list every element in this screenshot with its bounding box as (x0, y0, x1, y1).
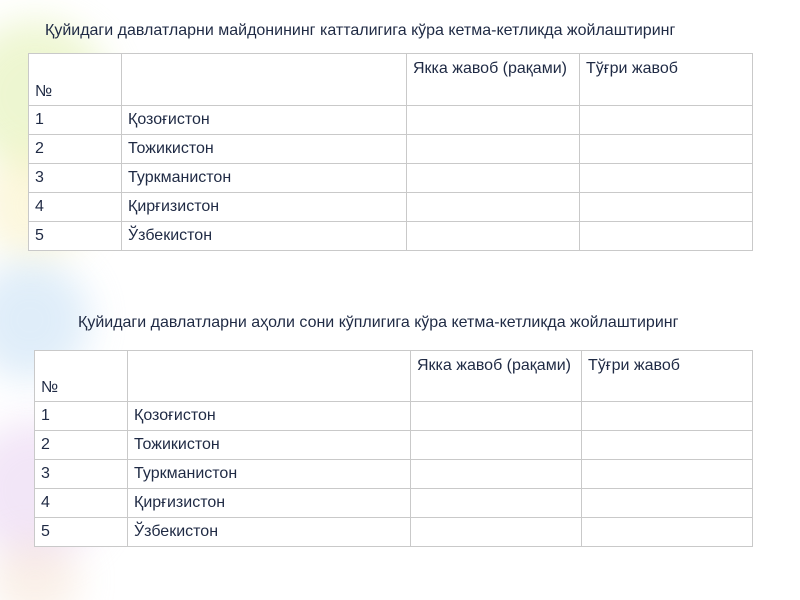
country-name: Қирғизистон (128, 489, 411, 518)
answer-column-header: Якка жавоб (рақами) (407, 54, 580, 106)
task1-table (28, 53, 753, 251)
task2-table (34, 350, 753, 547)
table-row (35, 402, 753, 431)
answer-cell[interactable] (411, 518, 582, 547)
number-column-header: № (35, 351, 128, 402)
task2-instruction: Қуйидаги давлатларни аҳоли сони кўплигига кўра кетма-кетликда жойлаштиринг (78, 314, 679, 331)
table-header-row (29, 54, 753, 106)
correct-answer-cell[interactable] (580, 222, 753, 251)
country-column-header (122, 54, 407, 106)
answer-cell[interactable] (407, 106, 580, 135)
table-header-row (35, 351, 753, 402)
table-row (29, 222, 753, 251)
correct-answer-cell[interactable] (582, 402, 753, 431)
row-number: 4 (29, 193, 122, 222)
correct-answer-cell[interactable] (580, 193, 753, 222)
row-number: 3 (29, 164, 122, 193)
country-name: Туркманистон (122, 164, 407, 193)
row-number: 2 (35, 431, 128, 460)
correct-answer-cell[interactable] (580, 135, 753, 164)
country-column-header (128, 351, 411, 402)
country-name: Қозоғистон (122, 106, 407, 135)
correct-answer-cell[interactable] (582, 431, 753, 460)
answer-cell[interactable] (411, 431, 582, 460)
answer-cell[interactable] (407, 193, 580, 222)
row-number: 3 (35, 460, 128, 489)
correct-answer-cell[interactable] (582, 518, 753, 547)
correct-answer-cell[interactable] (582, 489, 753, 518)
answer-cell[interactable] (411, 402, 582, 431)
table-row (29, 193, 753, 222)
answer-cell[interactable] (407, 135, 580, 164)
country-name: Тожикистон (128, 431, 411, 460)
table-row (29, 135, 753, 164)
answer-cell[interactable] (411, 460, 582, 489)
country-name: Қирғизистон (122, 193, 407, 222)
table-row (35, 489, 753, 518)
correct-answer-column-header: Тўғри жавоб (582, 351, 753, 402)
country-name: Қозоғистон (128, 402, 411, 431)
correct-answer-column-header: Тўғри жавоб (580, 54, 753, 106)
country-name: Ўзбекистон (122, 222, 407, 251)
row-number: 1 (35, 402, 128, 431)
answer-cell[interactable] (411, 489, 582, 518)
correct-answer-cell[interactable] (580, 106, 753, 135)
table-row (29, 106, 753, 135)
row-number: 2 (29, 135, 122, 164)
answer-column-header: Якка жавоб (рақами) (411, 351, 582, 402)
row-number: 5 (29, 222, 122, 251)
answer-cell[interactable] (407, 164, 580, 193)
country-name: Ўзбекистон (128, 518, 411, 547)
row-number: 5 (35, 518, 128, 547)
table-row (35, 518, 753, 547)
task1-instruction: Қуйидаги давлатларни майдонининг катталигига кўра кетма-кетликда жойлаштиринг (45, 22, 676, 39)
correct-answer-cell[interactable] (580, 164, 753, 193)
table-row (35, 460, 753, 489)
country-name: Тожикистон (122, 135, 407, 164)
correct-answer-cell[interactable] (582, 460, 753, 489)
table-row (29, 164, 753, 193)
table-row (35, 431, 753, 460)
row-number: 4 (35, 489, 128, 518)
country-name: Туркманистон (128, 460, 411, 489)
number-column-header: № (29, 54, 122, 106)
row-number: 1 (29, 106, 122, 135)
answer-cell[interactable] (407, 222, 580, 251)
